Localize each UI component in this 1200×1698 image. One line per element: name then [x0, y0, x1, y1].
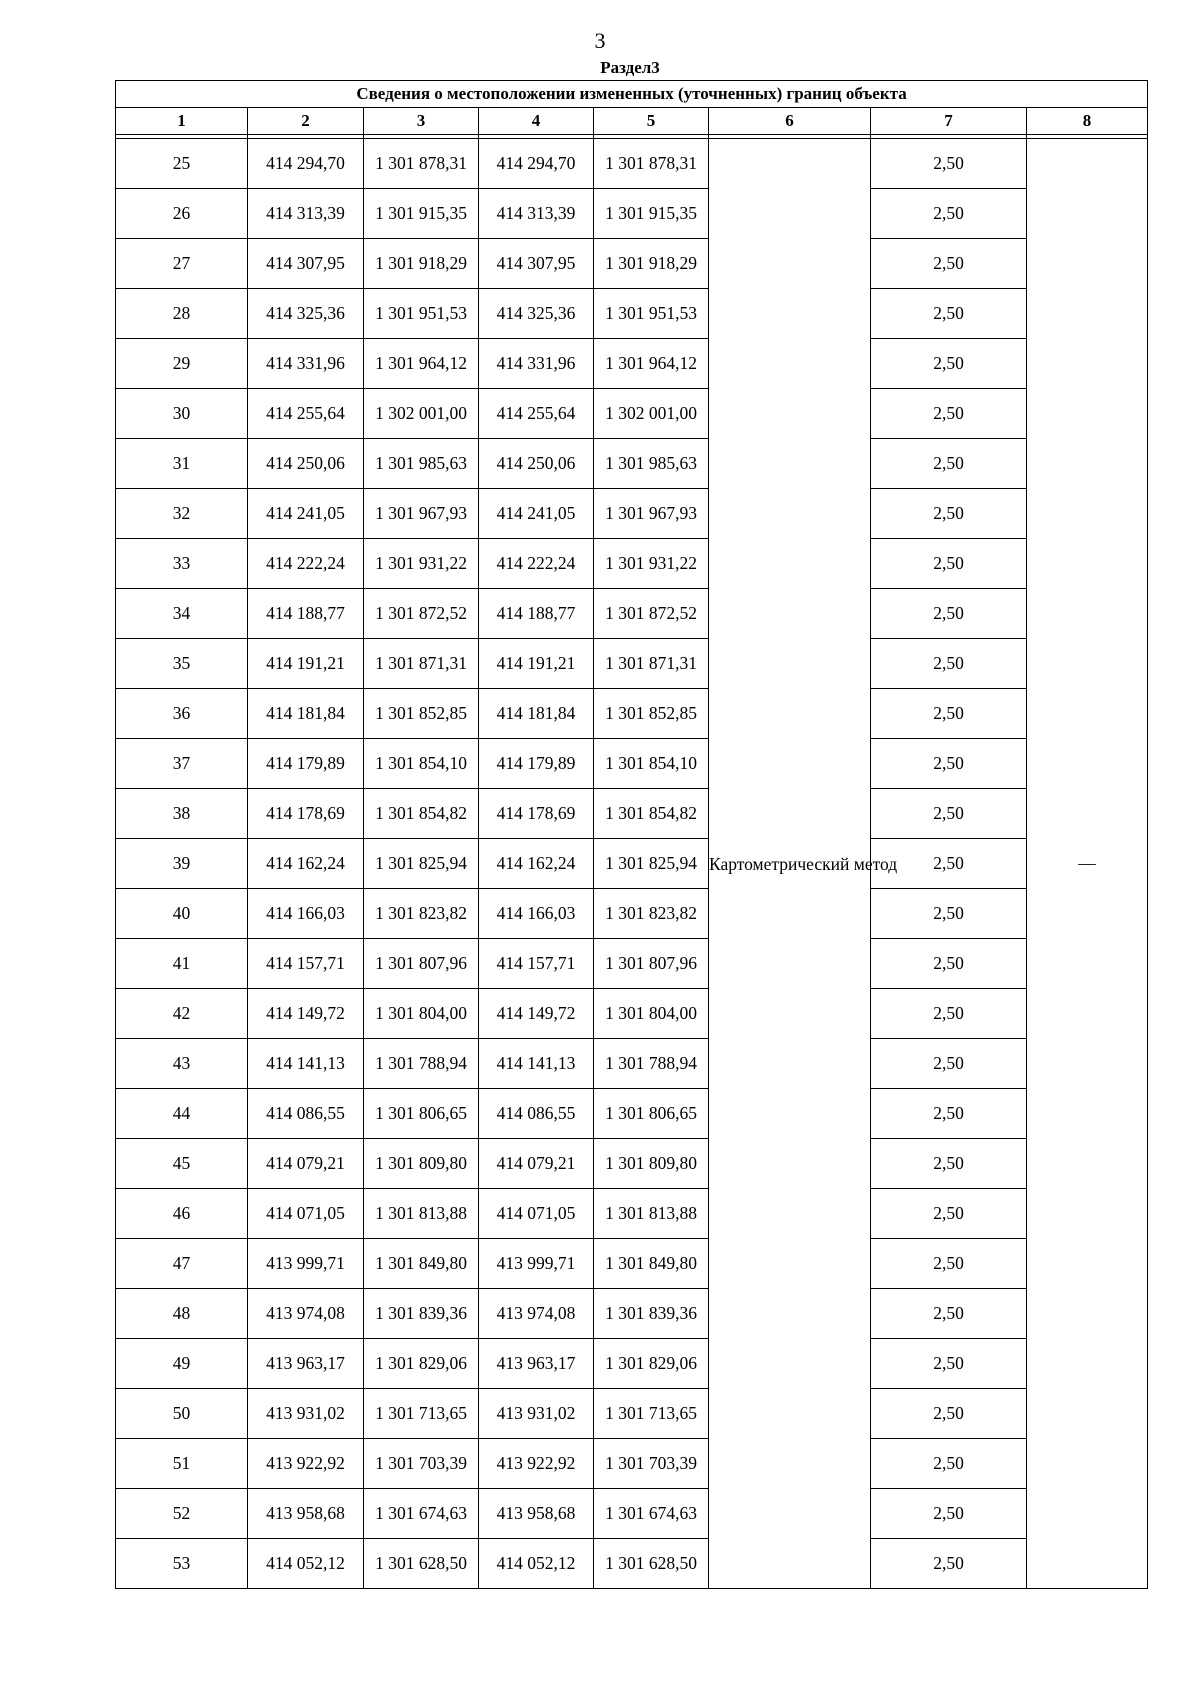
- new-y-cell: 1 301 823,82: [594, 889, 709, 939]
- table-row: [116, 839, 1148, 889]
- column-number-row: [116, 108, 1148, 135]
- new-y-cell: 1 301 829,06: [594, 1339, 709, 1389]
- table-row: [116, 539, 1148, 589]
- accuracy-cell: 2,50: [871, 1439, 1027, 1489]
- new-x-cell: 414 331,96: [479, 339, 594, 389]
- table-caption: Сведения о местоположении измененных (уточненных) границ объекта: [116, 81, 1148, 108]
- old-y-cell: 1 301 703,39: [364, 1439, 479, 1489]
- point-number-cell: 27: [116, 239, 248, 289]
- point-number-cell: 32: [116, 489, 248, 539]
- new-y-cell: 1 301 967,93: [594, 489, 709, 539]
- old-x-cell: 414 241,05: [248, 489, 364, 539]
- new-x-cell: 414 079,21: [479, 1139, 594, 1189]
- new-y-cell: 1 301 628,50: [594, 1539, 709, 1589]
- old-y-cell: 1 302 001,00: [364, 389, 479, 439]
- point-number-cell: 40: [116, 889, 248, 939]
- accuracy-cell: 2,50: [871, 439, 1027, 489]
- old-x-cell: 414 325,36: [248, 289, 364, 339]
- new-x-cell: 414 222,24: [479, 539, 594, 589]
- old-y-cell: 1 301 951,53: [364, 289, 479, 339]
- table-row: [116, 1389, 1148, 1439]
- column-number-1: 1: [116, 108, 248, 135]
- old-y-cell: 1 301 931,22: [364, 539, 479, 589]
- point-number-cell: 39: [116, 839, 248, 889]
- accuracy-cell: 2,50: [871, 339, 1027, 389]
- new-x-cell: 414 166,03: [479, 889, 594, 939]
- old-y-cell: 1 301 674,63: [364, 1489, 479, 1539]
- old-y-cell: 1 301 878,31: [364, 139, 479, 189]
- old-y-cell: 1 301 806,65: [364, 1089, 479, 1139]
- section-title: Раздел3: [600, 58, 660, 77]
- old-x-cell: 414 331,96: [248, 339, 364, 389]
- new-x-cell: 414 191,21: [479, 639, 594, 689]
- new-y-cell: 1 301 813,88: [594, 1189, 709, 1239]
- old-x-cell: 414 162,24: [248, 839, 364, 889]
- accuracy-cell: 2,50: [871, 189, 1027, 239]
- new-x-cell: 413 974,08: [479, 1289, 594, 1339]
- table-row: [116, 439, 1148, 489]
- old-y-cell: 1 301 964,12: [364, 339, 479, 389]
- old-x-cell: 414 307,95: [248, 239, 364, 289]
- accuracy-cell: 2,50: [871, 1339, 1027, 1389]
- accuracy-cell: 2,50: [871, 1489, 1027, 1539]
- table-row: [116, 289, 1148, 339]
- old-y-cell: 1 301 871,31: [364, 639, 479, 689]
- table-body: [116, 139, 1148, 1589]
- table-row: [116, 1489, 1148, 1539]
- accuracy-cell: 2,50: [871, 789, 1027, 839]
- column-number-2: 2: [248, 108, 364, 135]
- table-row: [116, 1189, 1148, 1239]
- new-y-cell: 1 301 809,80: [594, 1139, 709, 1189]
- table-row: [116, 389, 1148, 439]
- new-x-cell: 414 179,89: [479, 739, 594, 789]
- table-row: [116, 689, 1148, 739]
- old-x-cell: 414 313,39: [248, 189, 364, 239]
- old-x-cell: 414 294,70: [248, 139, 364, 189]
- accuracy-cell: 2,50: [871, 1089, 1027, 1139]
- new-y-cell: 1 301 703,39: [594, 1439, 709, 1489]
- old-y-cell: 1 301 854,82: [364, 789, 479, 839]
- new-x-cell: 414 141,13: [479, 1039, 594, 1089]
- new-x-cell: 414 307,95: [479, 239, 594, 289]
- new-x-cell: 414 241,05: [479, 489, 594, 539]
- table-row: [116, 1039, 1148, 1089]
- point-number-cell: 52: [116, 1489, 248, 1539]
- new-y-cell: 1 301 872,52: [594, 589, 709, 639]
- accuracy-cell: 2,50: [871, 289, 1027, 339]
- new-y-cell: 1 301 804,00: [594, 989, 709, 1039]
- point-number-cell: 48: [116, 1289, 248, 1339]
- old-y-cell: 1 301 918,29: [364, 239, 479, 289]
- point-number-cell: 26: [116, 189, 248, 239]
- old-y-cell: 1 301 804,00: [364, 989, 479, 1039]
- old-x-cell: 414 188,77: [248, 589, 364, 639]
- new-y-cell: 1 301 807,96: [594, 939, 709, 989]
- old-y-cell: 1 301 628,50: [364, 1539, 479, 1589]
- point-number-cell: 29: [116, 339, 248, 389]
- point-number-cell: 28: [116, 289, 248, 339]
- new-x-cell: 413 963,17: [479, 1339, 594, 1389]
- point-number-cell: 33: [116, 539, 248, 589]
- old-x-cell: 413 974,08: [248, 1289, 364, 1339]
- new-y-cell: 1 301 931,22: [594, 539, 709, 589]
- column-number-5: 5: [594, 108, 709, 135]
- old-y-cell: 1 301 825,94: [364, 839, 479, 889]
- coordinates-table: [115, 80, 1148, 1589]
- old-y-cell: 1 301 849,80: [364, 1239, 479, 1289]
- point-number-cell: 37: [116, 739, 248, 789]
- new-x-cell: 413 922,92: [479, 1439, 594, 1489]
- accuracy-cell: 2,50: [871, 589, 1027, 639]
- table-row: [116, 1539, 1148, 1589]
- new-x-cell: 414 178,69: [479, 789, 594, 839]
- new-x-cell: 414 071,05: [479, 1189, 594, 1239]
- point-number-cell: 35: [116, 639, 248, 689]
- new-y-cell: 1 301 849,80: [594, 1239, 709, 1289]
- new-y-cell: 1 301 852,85: [594, 689, 709, 739]
- new-x-cell: 414 149,72: [479, 989, 594, 1039]
- new-x-cell: 413 958,68: [479, 1489, 594, 1539]
- accuracy-cell: 2,50: [871, 1289, 1027, 1339]
- point-number-cell: 36: [116, 689, 248, 739]
- table-row: [116, 1089, 1148, 1139]
- new-x-cell: 414 294,70: [479, 139, 594, 189]
- column-number-6: 6: [709, 108, 871, 135]
- point-number-cell: 49: [116, 1339, 248, 1389]
- old-x-cell: 413 958,68: [248, 1489, 364, 1539]
- new-y-cell: 1 301 713,65: [594, 1389, 709, 1439]
- old-y-cell: 1 301 915,35: [364, 189, 479, 239]
- old-x-cell: 414 166,03: [248, 889, 364, 939]
- new-x-cell: 414 157,71: [479, 939, 594, 989]
- table-row: [116, 739, 1148, 789]
- new-y-cell: 1 301 674,63: [594, 1489, 709, 1539]
- accuracy-cell: 2,50: [871, 389, 1027, 439]
- point-number-cell: 43: [116, 1039, 248, 1089]
- page-number: 3: [594, 28, 606, 53]
- old-x-cell: 413 999,71: [248, 1239, 364, 1289]
- old-y-cell: 1 301 809,80: [364, 1139, 479, 1189]
- point-number-cell: 45: [116, 1139, 248, 1189]
- old-x-cell: 414 255,64: [248, 389, 364, 439]
- new-x-cell: 414 162,24: [479, 839, 594, 889]
- column-number-3: 3: [364, 108, 479, 135]
- new-y-cell: 1 301 951,53: [594, 289, 709, 339]
- new-y-cell: 1 301 854,10: [594, 739, 709, 789]
- table-row: [116, 789, 1148, 839]
- old-x-cell: 414 071,05: [248, 1189, 364, 1239]
- new-y-cell: 1 301 839,36: [594, 1289, 709, 1339]
- table-row: [116, 1289, 1148, 1339]
- table-row: [116, 639, 1148, 689]
- point-number-cell: 46: [116, 1189, 248, 1239]
- old-y-cell: 1 301 823,82: [364, 889, 479, 939]
- old-y-cell: 1 301 985,63: [364, 439, 479, 489]
- old-x-cell: 414 157,71: [248, 939, 364, 989]
- table-row: [116, 239, 1148, 289]
- accuracy-cell: 2,50: [871, 539, 1027, 589]
- old-y-cell: 1 301 839,36: [364, 1289, 479, 1339]
- old-y-cell: 1 301 852,85: [364, 689, 479, 739]
- old-y-cell: 1 301 829,06: [364, 1339, 479, 1389]
- old-y-cell: 1 301 788,94: [364, 1039, 479, 1089]
- new-y-cell: 1 301 985,63: [594, 439, 709, 489]
- table-row: [116, 1239, 1148, 1289]
- table-row: [116, 1139, 1148, 1189]
- accuracy-cell: 2,50: [871, 639, 1027, 689]
- old-x-cell: 414 178,69: [248, 789, 364, 839]
- column-number-8: 8: [1027, 108, 1148, 135]
- point-number-cell: 47: [116, 1239, 248, 1289]
- accuracy-cell: 2,50: [871, 1039, 1027, 1089]
- new-y-cell: 1 301 964,12: [594, 339, 709, 389]
- old-x-cell: 414 149,72: [248, 989, 364, 1039]
- point-number-cell: 41: [116, 939, 248, 989]
- new-x-cell: 414 313,39: [479, 189, 594, 239]
- table-row: [116, 939, 1148, 989]
- new-x-cell: 414 181,84: [479, 689, 594, 739]
- point-number-cell: 34: [116, 589, 248, 639]
- point-number-cell: 51: [116, 1439, 248, 1489]
- accuracy-cell: 2,50: [871, 839, 1027, 889]
- table-row: [116, 189, 1148, 239]
- point-number-cell: 25: [116, 139, 248, 189]
- old-x-cell: 413 931,02: [248, 1389, 364, 1439]
- accuracy-cell: 2,50: [871, 889, 1027, 939]
- new-x-cell: 414 255,64: [479, 389, 594, 439]
- column-number-7: 7: [871, 108, 1027, 135]
- old-x-cell: 413 963,17: [248, 1339, 364, 1389]
- point-number-cell: 38: [116, 789, 248, 839]
- new-x-cell: 414 052,12: [479, 1539, 594, 1589]
- old-x-cell: 413 922,92: [248, 1439, 364, 1489]
- new-y-cell: 1 301 788,94: [594, 1039, 709, 1089]
- accuracy-cell: 2,50: [871, 1539, 1027, 1589]
- accuracy-cell: 2,50: [871, 139, 1027, 189]
- accuracy-cell: 2,50: [871, 689, 1027, 739]
- new-x-cell: 414 325,36: [479, 289, 594, 339]
- old-y-cell: 1 301 813,88: [364, 1189, 479, 1239]
- accuracy-cell: 2,50: [871, 939, 1027, 989]
- old-y-cell: 1 301 872,52: [364, 589, 479, 639]
- new-x-cell: 414 086,55: [479, 1089, 594, 1139]
- old-x-cell: 414 079,21: [248, 1139, 364, 1189]
- new-x-cell: 413 999,71: [479, 1239, 594, 1289]
- point-number-cell: 42: [116, 989, 248, 1039]
- accuracy-cell: 2,50: [871, 1389, 1027, 1439]
- old-x-cell: 414 181,84: [248, 689, 364, 739]
- accuracy-cell: 2,50: [871, 239, 1027, 289]
- accuracy-cell: 2,50: [871, 989, 1027, 1039]
- old-x-cell: 414 250,06: [248, 439, 364, 489]
- point-number-cell: 30: [116, 389, 248, 439]
- point-number-cell: 31: [116, 439, 248, 489]
- old-x-cell: 414 052,12: [248, 1539, 364, 1589]
- description-cell: —: [1027, 139, 1148, 1589]
- point-number-cell: 50: [116, 1389, 248, 1439]
- old-y-cell: 1 301 807,96: [364, 939, 479, 989]
- table-row: [116, 589, 1148, 639]
- new-y-cell: 1 301 871,31: [594, 639, 709, 689]
- new-y-cell: 1 302 001,00: [594, 389, 709, 439]
- new-x-cell: 414 188,77: [479, 589, 594, 639]
- new-y-cell: 1 301 915,35: [594, 189, 709, 239]
- table-row: [116, 1339, 1148, 1389]
- old-x-cell: 414 179,89: [248, 739, 364, 789]
- new-x-cell: 414 250,06: [479, 439, 594, 489]
- table-row: [116, 339, 1148, 389]
- new-y-cell: 1 301 854,82: [594, 789, 709, 839]
- old-x-cell: 414 191,21: [248, 639, 364, 689]
- old-x-cell: 414 141,13: [248, 1039, 364, 1089]
- new-y-cell: 1 301 878,31: [594, 139, 709, 189]
- table-row: [116, 489, 1148, 539]
- new-y-cell: 1 301 806,65: [594, 1089, 709, 1139]
- accuracy-cell: 2,50: [871, 1189, 1027, 1239]
- old-y-cell: 1 301 854,10: [364, 739, 479, 789]
- new-x-cell: 413 931,02: [479, 1389, 594, 1439]
- point-number-cell: 53: [116, 1539, 248, 1589]
- old-y-cell: 1 301 713,65: [364, 1389, 479, 1439]
- new-y-cell: 1 301 825,94: [594, 839, 709, 889]
- old-y-cell: 1 301 967,93: [364, 489, 479, 539]
- new-y-cell: 1 301 918,29: [594, 239, 709, 289]
- old-x-cell: 414 086,55: [248, 1089, 364, 1139]
- accuracy-cell: 2,50: [871, 489, 1027, 539]
- table-row: [116, 889, 1148, 939]
- table-row: [116, 989, 1148, 1039]
- old-x-cell: 414 222,24: [248, 539, 364, 589]
- table-row: [116, 139, 1148, 189]
- accuracy-cell: 2,50: [871, 1239, 1027, 1289]
- accuracy-cell: 2,50: [871, 1139, 1027, 1189]
- column-number-4: 4: [479, 108, 594, 135]
- table-row: [116, 1439, 1148, 1489]
- accuracy-cell: 2,50: [871, 739, 1027, 789]
- method-cell: Картометрический метод: [709, 139, 871, 1589]
- point-number-cell: 44: [116, 1089, 248, 1139]
